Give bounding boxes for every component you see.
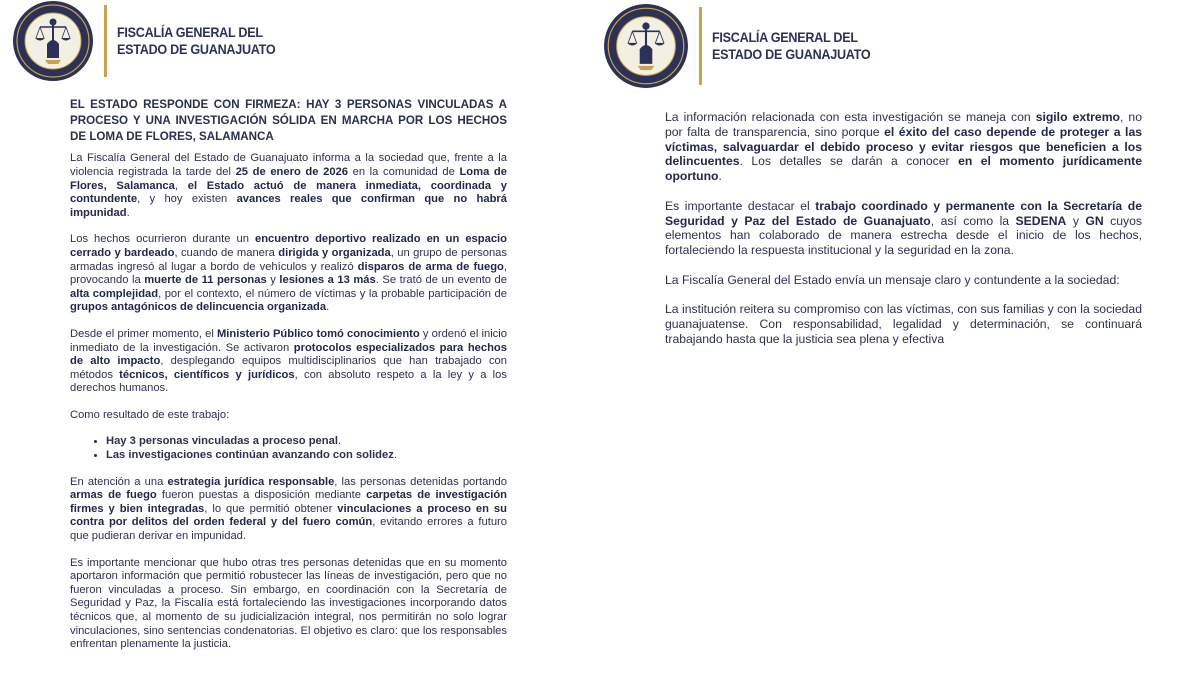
document-body-left bbox=[70, 97, 507, 665]
header bbox=[12, 0, 293, 82]
list-item: • Hay 3 personas vinculadas a proceso penal. bbox=[106, 435, 507, 449]
paragraph-8: Es importante destacar el trabajo coordinado y permanente con la Secretaría de Seguridad y Paz del Estado de Guanajuato, así como la SEDENA y GN cuyos elementos han colaborado de manera estrecha desde el inicio de los hechos, fortaleciendo la respuesta institucional y la seguridad en la zona. bbox=[665, 198, 1142, 258]
list-item: • Las investigaciones continúan avanzando con solidez. bbox=[106, 449, 507, 463]
header-divider bbox=[699, 7, 702, 85]
header bbox=[603, 3, 888, 89]
header-divider bbox=[104, 5, 107, 77]
org-name bbox=[117, 24, 275, 58]
paragraph-6: Es importante mencionar que hubo otras tres personas detenidas que en su momento aportaron información que permitió robustecer las líneas de investigación, pero que no fueron vinculadas a proceso. Sin embargo, en coordinación con la Secretaría de Seguridad y Paz, la Fiscalía está fortaleciendo las investigaciones incorporando datos técnicos que, al momento de su judicialización integral, nos permitirán no solo lograr vinculaciones, sino sentencias condenatorias. El objetivo es claro: que los responsables enfrentan plenamente la justicia. bbox=[70, 556, 507, 651]
seal-logo-icon bbox=[12, 0, 94, 82]
paragraph-9: La Fiscalía General del Estado envía un mensaje claro y contundente a la sociedad: bbox=[665, 272, 1120, 287]
paragraph-3: Desde el primer momento, el Ministerio Público tomó conocimiento y ordenó el inicio inmediato de la investigación. Se activaron protocolos especializados para hechos de alto impacto, desplegando equipos multidisciplinarios que han trabajado con métodos técnicos, científicos y jurídicos, con absoluto respeto a la ley y a los derechos humanos. bbox=[70, 327, 507, 395]
page-right bbox=[600, 0, 1200, 675]
seal-logo-icon bbox=[603, 3, 689, 89]
org-line-1: FISCALÍA GENERAL DEL bbox=[712, 29, 858, 45]
org-line-2: ESTADO DE GUANAJUATO bbox=[117, 41, 276, 57]
paragraph-2: Los hechos ocurrieron durante un encuentro deportivo realizado en un espacio cerrado y bardeado, cuando de manera dirigida y organizada, un grupo de personas armadas ingresó al lugar a bordo de vehículos y realizó disparos de arma de fuego, provocando la muerte de 11 personas y lesiones a 13 más. Se trató de un evento de alta complejidad, por el contexto, el número de víctimas y la probable participación de grupos antagónicos de delincuencia organizada. bbox=[70, 233, 507, 314]
org-name bbox=[712, 29, 870, 63]
org-line-2: ESTADO DE GUANAJUATO bbox=[712, 46, 871, 62]
results-list bbox=[70, 435, 507, 462]
paragraph-7: La información relacionada con esta investigación se maneja con sigilo extremo, no por falta de transparencia, sino porque el éxito del caso depende de proteger a las víctimas, salvaguardar el debido proceso y evitar riesgos que beneficien a los delincuentes. Los detalles se darán a conocer en el momento jurídicamente oportuno. bbox=[665, 110, 1143, 184]
paragraph-1: La Fiscalía General del Estado de Guanajuato informa a la sociedad que, frente a la violencia registrada la tarde del 25 de enero de 2026 en la comunidad de Loma de Flores, Salamanca, el Estado actuó de manera inmediata, coordinada y contundente, y hoy existen avances reales que confirman que no habrá impunidad. bbox=[70, 152, 507, 219]
document-title: EL ESTADO RESPONDE CON FIRMEZA: HAY 3 PERSONAS VINCULADAS A PROCESO Y UNA INVESTIGACIÓN SÓLIDA EN MARCHA POR LOS HECHOS DE LOMA DE FLORES, SALAMANCA bbox=[70, 98, 507, 143]
org-line-1: FISCALÍA GENERAL DEL bbox=[117, 24, 263, 40]
paragraph-4: Como resultado de este trabajo: bbox=[70, 408, 230, 421]
paragraph-5: En atención a una estrategia jurídica responsable, las personas detenidas portando armas de fuego fueron puestas a disposición mediante carpetas de investigación firmes y bien integradas, lo que permitió obtener vinculaciones a proceso en su contra por delitos del orden federal y del fuero común, evitando errores a futuro que pudieran derivar en impunidad. bbox=[70, 475, 507, 543]
document-body-right bbox=[665, 110, 1142, 362]
paragraph-10: La institución reitera su compromiso con las víctimas, con sus familias y con la sociedad guanajuatense. Con responsabilidad, legalidad y determinación, se continuará trabajando hasta que la justicia sea plena y efectiva bbox=[665, 302, 1142, 346]
